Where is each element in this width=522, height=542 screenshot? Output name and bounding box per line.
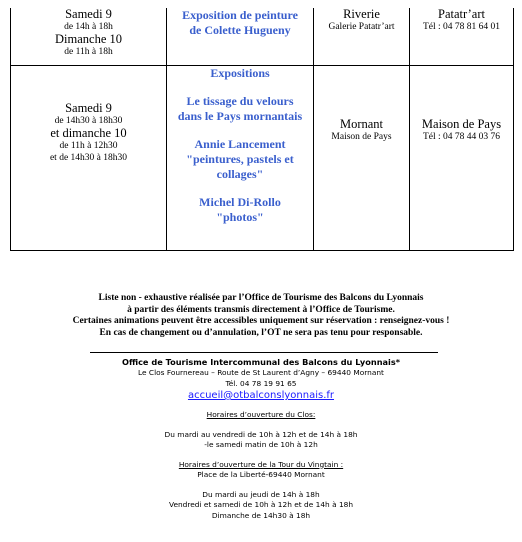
town-name: Riverie bbox=[343, 7, 380, 21]
contact-cell bbox=[410, 8, 514, 65]
events-table bbox=[10, 8, 514, 251]
event-title: "photos" bbox=[216, 209, 264, 224]
contact-name: Maison de Pays bbox=[421, 116, 502, 131]
contact-name: Patatr’art bbox=[438, 7, 485, 21]
venue-name: Maison de Pays bbox=[331, 131, 392, 142]
date-line: Samedi 9 bbox=[65, 100, 112, 115]
table-row bbox=[11, 8, 514, 65]
town-name: Mornant bbox=[339, 116, 384, 131]
notice-line: Liste non - exhaustive réalisée par l’Office de Tourisme des Balcons du Lyonnais bbox=[98, 293, 424, 303]
tourist-office-block bbox=[0, 356, 522, 521]
venue-name: Galerie Patatr’art bbox=[328, 22, 395, 32]
email-link[interactable]: accueil@otbalconslyonnais.fr bbox=[187, 390, 335, 401]
event-cell bbox=[167, 65, 314, 250]
time-line: de 14h30 à 18h30 bbox=[54, 115, 123, 126]
date-line: et dimanche 10 bbox=[50, 125, 127, 140]
date-line: Dimanche 10 bbox=[55, 32, 122, 46]
event-title: collages" bbox=[216, 166, 264, 181]
clos-hours-heading: Horaires d’ouverture du Clos: bbox=[206, 410, 316, 419]
event-title: de Colette Hugueny bbox=[189, 23, 291, 37]
event-title: "peintures, pastels et bbox=[186, 151, 294, 166]
date-cell bbox=[11, 8, 167, 65]
office-phone: Tél. 04 78 19 91 65 bbox=[225, 378, 297, 388]
tour-address: Place de la Liberté-69440 Mornant bbox=[197, 470, 325, 479]
tour-hours-heading: Horaires d’ouverture de la Tour du Vingtain : bbox=[178, 459, 344, 469]
time-line: de 14h à 18h bbox=[64, 22, 113, 32]
event-heading: Expositions bbox=[210, 65, 270, 80]
time-line: de 11h à 12h30 bbox=[59, 140, 118, 151]
event-cell bbox=[167, 8, 314, 65]
event-title: Exposition de peinture bbox=[182, 8, 298, 22]
tour-hours-line: Du mardi au jeudi de 14h à 18h bbox=[202, 489, 320, 499]
event-title: Le tissage du velours bbox=[186, 93, 294, 108]
notice-line: à partir des éléments transmis directement à l’Office de Tourisme. bbox=[127, 304, 395, 315]
table-row bbox=[11, 65, 514, 250]
office-title: Office de Tourisme Intercommunal des Balcons du Lyonnais* bbox=[121, 357, 401, 367]
event-title: Annie Lancement bbox=[194, 136, 286, 151]
clos-hours-line: -le samedi matin de 10h à 12h bbox=[204, 440, 318, 449]
office-address: Le Clos Fournereau – Route de St Laurent d’Agny – 69440 Mornant bbox=[138, 368, 384, 377]
divider-line bbox=[90, 352, 438, 353]
event-title: Michel Di-Rollo bbox=[199, 194, 281, 209]
date-line: Samedi 9 bbox=[65, 7, 112, 21]
disclaimer-notice bbox=[0, 293, 522, 339]
notice-line: En cas de changement ou d’annulation, l’OT ne sera pas tenu pour responsable. bbox=[99, 327, 423, 338]
place-cell bbox=[314, 8, 410, 65]
time-line: de 11h à 18h bbox=[64, 47, 113, 57]
place-cell bbox=[314, 65, 410, 250]
event-title: dans le Pays mornantais bbox=[177, 108, 303, 123]
tour-hours-line: Dimanche de 14h30 à 18h bbox=[211, 510, 311, 520]
contact-phone: Tél : 04 78 44 03 76 bbox=[422, 131, 501, 142]
contact-phone: Tél : 04 78 81 64 01 bbox=[422, 22, 501, 32]
clos-hours-line: Du mardi au vendredi de 10h à 12h et de 14h à 18h bbox=[164, 429, 358, 439]
date-cell bbox=[11, 65, 167, 250]
notice-line: Certaines animations peuvent être accessibles uniquement sur réservation : renseignez-vous ! bbox=[72, 316, 450, 326]
contact-cell bbox=[410, 65, 514, 250]
time-line: et de 14h30 à 18h30 bbox=[49, 152, 128, 163]
tour-hours-line: Vendredi et samedi de 10h à 12h et de 14h à 18h bbox=[168, 500, 354, 509]
